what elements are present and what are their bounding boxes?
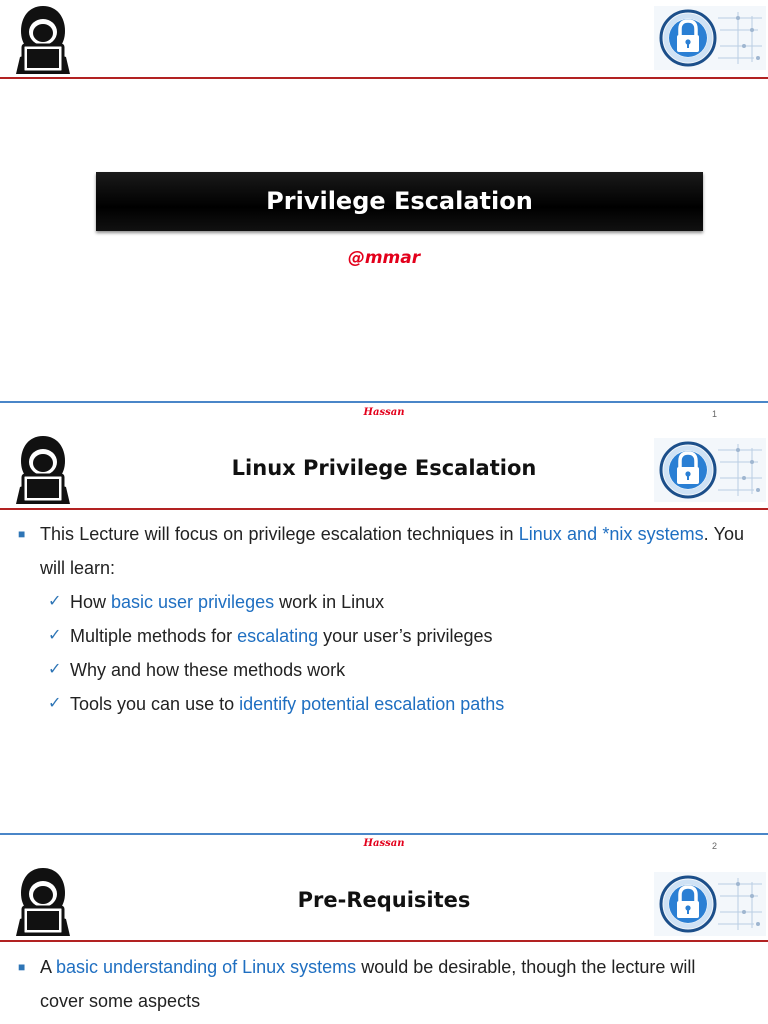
slide-title: Linux Privilege Escalation bbox=[231, 456, 537, 480]
check-highlight: basic user privileges bbox=[111, 592, 275, 612]
page-number: 1 bbox=[712, 409, 718, 419]
slide-title: Privilege Escalation bbox=[96, 172, 703, 231]
check-item bbox=[18, 585, 744, 619]
bullet-item bbox=[18, 517, 744, 585]
security-lock-icon bbox=[654, 872, 766, 936]
slide-1 bbox=[0, 0, 768, 402]
check-item bbox=[18, 653, 744, 687]
slide-separator bbox=[0, 833, 768, 835]
footer-name: Hassan bbox=[363, 407, 405, 418]
checkmark-icon: ✓ bbox=[48, 593, 62, 610]
bullet-text: . You will learn: bbox=[40, 524, 744, 578]
bullet-highlight: basic understanding of Linux systems bbox=[56, 957, 357, 977]
header-divider bbox=[0, 940, 768, 942]
checkmark-icon: ✓ bbox=[48, 695, 62, 712]
check-text: your user’s privileges bbox=[318, 626, 493, 646]
slide-2 bbox=[0, 404, 768, 834]
check-item bbox=[18, 687, 744, 721]
check-highlight: identify potential escalation paths bbox=[239, 694, 505, 714]
check-highlight: escalating bbox=[237, 626, 319, 646]
bullet-list bbox=[18, 517, 744, 721]
security-lock-icon bbox=[654, 6, 766, 70]
checkmark-icon: ✓ bbox=[48, 661, 62, 678]
author-name: @mmar bbox=[347, 248, 421, 268]
check-text: Multiple methods for bbox=[70, 626, 238, 646]
check-text: Tools you can use to bbox=[70, 694, 240, 714]
header-divider bbox=[0, 508, 768, 510]
square-bullet-icon: ■ bbox=[18, 960, 26, 974]
bullet-highlight: Linux and *nix systems bbox=[518, 524, 704, 544]
checkmark-icon: ✓ bbox=[48, 627, 62, 644]
header-divider bbox=[0, 77, 768, 79]
bullet-text: A bbox=[40, 957, 57, 977]
square-bullet-icon: ■ bbox=[18, 527, 26, 541]
slide-separator bbox=[0, 401, 768, 403]
bullet-text: This Lecture will focus on privilege escalation techniques in bbox=[40, 524, 519, 544]
check-text: work in Linux bbox=[274, 592, 385, 612]
slide-title: Pre-Requisites bbox=[297, 888, 471, 912]
page-number: 2 bbox=[712, 841, 718, 851]
hacker-laptop-icon bbox=[12, 2, 74, 74]
bullet-text: would be desirable, though the lecture will cover some aspects bbox=[40, 957, 696, 1011]
security-lock-icon bbox=[654, 438, 766, 502]
check-text: How bbox=[70, 592, 112, 612]
check-text: Why and how these methods work bbox=[70, 660, 346, 680]
footer-name: Hassan bbox=[363, 838, 405, 849]
bullet-list bbox=[18, 950, 744, 1018]
slide-3 bbox=[0, 836, 768, 1024]
bullet-item bbox=[18, 950, 744, 1018]
check-item bbox=[18, 619, 744, 653]
